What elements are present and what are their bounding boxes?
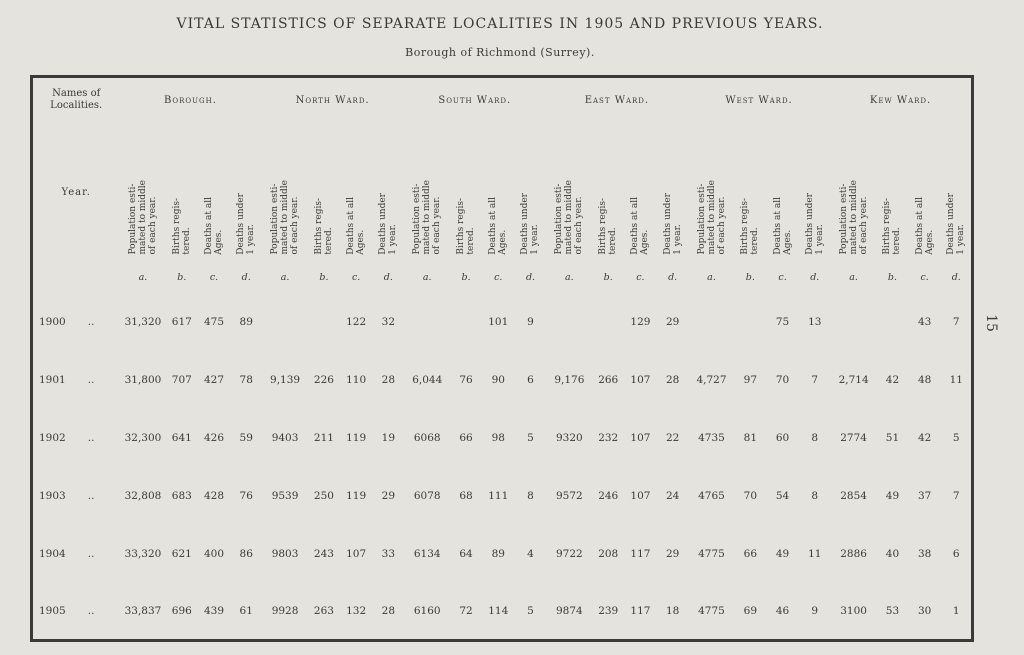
- group-header-2: South Ward.: [438, 94, 512, 106]
- table-cell: 90: [491, 373, 505, 386]
- column-header: [515, 123, 546, 263]
- table-cell: 9572: [555, 489, 583, 502]
- column-header-text: Births regis- tered.: [598, 197, 619, 255]
- table-cell: 266: [598, 373, 619, 386]
- table-cell: 66: [459, 431, 473, 444]
- table-cell: 400: [203, 547, 225, 560]
- column-header-text: Births regis- tered.: [313, 197, 334, 255]
- group-header-3: East Ward.: [584, 94, 650, 106]
- column-header-text: Deaths at all Ages.: [204, 196, 224, 255]
- table-cell: 475: [203, 315, 225, 328]
- table-cell: 4765: [698, 489, 725, 502]
- table-cell: 78: [239, 373, 253, 386]
- table-cell: 89: [239, 315, 253, 328]
- table-cell: 29: [665, 315, 680, 328]
- table-cell: 6: [952, 547, 960, 560]
- table-cell: 40: [885, 547, 900, 560]
- column-letter: c.: [351, 272, 361, 283]
- table-cell: 4735: [698, 431, 725, 444]
- table-cell: 6068: [413, 431, 441, 444]
- table-cell: 97: [743, 373, 758, 386]
- column-header: [830, 123, 877, 263]
- column-header: [657, 123, 688, 263]
- column-letter: d.: [241, 272, 251, 283]
- year-cell: [32, 351, 120, 409]
- table-row: [32, 467, 973, 525]
- table-cell: 8: [811, 489, 819, 502]
- table-cell: 617: [171, 315, 192, 328]
- column-header-text: Population esti- mated to middle of each year.: [696, 179, 727, 255]
- column-header-text: Population esti- mated to middle of each year.: [270, 179, 301, 255]
- vital-statistics-table: [30, 75, 974, 642]
- table-cell: 5: [527, 431, 534, 444]
- group-header-5: Kew Ward.: [869, 94, 932, 106]
- table-cell: 38: [917, 547, 932, 560]
- table-cell: 6: [527, 373, 534, 386]
- page-title: VITAL STATISTICS OF SEPARATE LOCALITIES IN 1905 AND PREVIOUS YEARS.: [176, 16, 824, 32]
- column-header: [877, 123, 908, 263]
- column-letter: c.: [636, 272, 645, 283]
- year-value: 1900: [39, 315, 66, 328]
- table-cell: 122: [346, 315, 367, 328]
- table-cell: 7: [952, 315, 960, 328]
- column-letter: d.: [525, 272, 536, 283]
- table-cell: 114: [488, 604, 509, 617]
- table-cell: 70: [743, 489, 758, 502]
- table-cell: 33,320: [124, 547, 162, 560]
- table-cell: [309, 293, 340, 351]
- column-letter: a.: [280, 272, 290, 283]
- column-header: [735, 123, 766, 263]
- column-header-text: Deaths at all Ages.: [772, 196, 793, 255]
- column-header-text: Deaths under 1 year.: [662, 192, 683, 255]
- column-header-text: Births regis- tered.: [740, 197, 761, 255]
- table-cell: 641: [171, 431, 192, 444]
- column-letter: b.: [887, 272, 898, 283]
- group-header-1: North Ward.: [295, 94, 370, 106]
- table-cell: 64: [459, 547, 473, 560]
- table-cell: 9,176: [554, 373, 585, 386]
- table-cell: 32,808: [124, 489, 162, 502]
- table-cell: 1: [952, 604, 960, 617]
- table-cell: 76: [459, 373, 473, 386]
- table-row: [32, 351, 973, 409]
- table-cell: 32,300: [124, 431, 162, 444]
- table-cell: 119: [346, 489, 367, 502]
- table-row: [32, 583, 973, 641]
- corner-localities-label: Names of Localities.: [50, 88, 103, 112]
- table-cell: 117: [630, 547, 651, 560]
- table-cell: 6134: [413, 547, 441, 560]
- column-letter: b.: [745, 272, 755, 283]
- column-header-text: Deaths at all Ages.: [488, 196, 509, 255]
- table-cell: 9722: [555, 547, 583, 560]
- table-cell: [830, 293, 877, 351]
- table-cell: 7: [811, 373, 819, 386]
- column-header-text: Deaths at all Ages.: [346, 196, 367, 255]
- table-cell: 9803: [271, 547, 299, 560]
- year-leader-dots: ..: [87, 489, 95, 502]
- column-header-text: Population esti- mated to middle of each year.: [554, 179, 585, 255]
- table-cell: 51: [885, 431, 900, 444]
- column-letter: d.: [810, 272, 820, 283]
- table-cell: 70: [775, 373, 790, 386]
- column-header-text: Population esti- mated to middle of each year.: [838, 179, 869, 255]
- column-header-text: Births regis- tered.: [456, 197, 477, 255]
- table-cell: 427: [203, 373, 225, 386]
- table-cell: [451, 293, 482, 351]
- table-cell: 111: [488, 489, 509, 502]
- table-cell: 439: [203, 604, 225, 617]
- table-cell: 426: [203, 431, 225, 444]
- column-letter: c.: [494, 272, 503, 283]
- table-cell: 3100: [840, 604, 867, 617]
- table-cell: 8: [811, 431, 819, 444]
- group-header-0: Borough.: [164, 94, 217, 106]
- table-cell: 107: [630, 431, 651, 444]
- table-cell: 129: [630, 315, 651, 328]
- table-row: [32, 293, 973, 351]
- table-cell: 250: [313, 489, 334, 502]
- table-row: [32, 525, 973, 583]
- column-header-text: Births regis- tered.: [171, 197, 192, 255]
- year-leader-dots: ..: [87, 373, 95, 386]
- year-value: 1904: [39, 547, 66, 560]
- table-cell: [262, 293, 309, 351]
- table-cell: 72: [459, 604, 473, 617]
- column-letter: a.: [138, 272, 148, 283]
- year-leader-dots: ..: [87, 431, 95, 444]
- year-value: 1902: [39, 431, 66, 444]
- table-cell: 707: [171, 373, 192, 386]
- column-letter: b.: [177, 272, 187, 283]
- column-header: [231, 123, 262, 263]
- table-cell: 13: [808, 315, 822, 328]
- table-cell: 29: [381, 489, 396, 502]
- letter-row-spacer: [32, 263, 120, 293]
- table-cell: 9874: [555, 604, 583, 617]
- column-header-text: Deaths under 1 year.: [378, 192, 399, 255]
- table-cell: [688, 293, 735, 351]
- table-cell: 4775: [698, 547, 725, 560]
- table-cell: 2854: [840, 489, 867, 502]
- table-cell: 119: [346, 431, 367, 444]
- table-cell: 9320: [555, 431, 583, 444]
- column-letter: d.: [383, 272, 393, 283]
- table-cell: 117: [630, 604, 651, 617]
- column-header-text: Deaths at all Ages.: [630, 196, 651, 255]
- table-cell: 239: [598, 604, 619, 617]
- column-header: [262, 123, 309, 263]
- table-cell: 9: [527, 315, 534, 328]
- column-header: [119, 123, 166, 263]
- year-leader-dots: ..: [87, 604, 95, 617]
- table-cell: 9539: [271, 489, 299, 502]
- column-header: [373, 123, 404, 263]
- table-cell: 54: [775, 489, 790, 502]
- column-header: [688, 123, 735, 263]
- table-cell: 81: [743, 431, 758, 444]
- year-value: 1903: [39, 489, 66, 502]
- column-letter: b.: [603, 272, 613, 283]
- table-cell: 132: [346, 604, 367, 617]
- column-letter: b.: [319, 272, 329, 283]
- table-cell: 33: [381, 547, 396, 560]
- table-cell: 29: [665, 547, 680, 560]
- table-cell: 11: [949, 373, 963, 386]
- table-cell: 246: [598, 489, 619, 502]
- table-cell: 24: [665, 489, 680, 502]
- column-header-text: Births regis- tered.: [882, 197, 903, 255]
- column-header-text: Deaths under 1 year.: [520, 192, 541, 255]
- column-header: [624, 123, 658, 263]
- table-cell: 208: [598, 547, 619, 560]
- column-letter: a.: [707, 272, 716, 283]
- table-cell: 33,837: [124, 604, 162, 617]
- column-header: [197, 123, 231, 263]
- table-cell: 22: [665, 431, 680, 444]
- column-header-text: Population esti- mated to middle of each year.: [412, 179, 443, 255]
- column-letter: b.: [461, 272, 471, 283]
- corner-year-label: Year.: [61, 187, 91, 198]
- table-cell: [593, 293, 624, 351]
- table-cell: 9,139: [270, 373, 301, 386]
- table-cell: 76: [239, 489, 253, 502]
- table-cell: 28: [381, 373, 396, 386]
- year-value: 1905: [39, 604, 66, 617]
- page-number: 15: [982, 314, 999, 332]
- table-cell: 428: [203, 489, 225, 502]
- table-cell: 98: [491, 431, 505, 444]
- table-cell: 59: [239, 431, 253, 444]
- table-cell: 42: [885, 373, 900, 386]
- table-cell: 5: [952, 431, 960, 444]
- year-cell: [32, 293, 120, 351]
- table-cell: 19: [381, 431, 396, 444]
- table-cell: [735, 293, 766, 351]
- column-letter: c.: [209, 272, 219, 283]
- table-cell: 107: [630, 489, 651, 502]
- table-cell: 6,044: [412, 373, 443, 386]
- column-header: [166, 123, 197, 263]
- column-header: [481, 123, 515, 263]
- table-cell: 49: [775, 547, 790, 560]
- table-cell: 263: [313, 604, 334, 617]
- table-cell: 101: [488, 315, 509, 328]
- table-cell: 4,727: [696, 373, 727, 386]
- table-cell: 68: [459, 489, 473, 502]
- column-header-text: Deaths under 1 year.: [236, 192, 257, 255]
- column-letter: a.: [849, 272, 858, 283]
- table-cell: 11: [808, 547, 822, 560]
- table-cell: 6160: [413, 604, 441, 617]
- table-cell: 61: [239, 604, 253, 617]
- column-header: [766, 123, 800, 263]
- table-cell: 2774: [840, 431, 867, 444]
- table-cell: 696: [171, 604, 192, 617]
- table-cell: 18: [665, 604, 680, 617]
- column-header: [908, 123, 942, 263]
- table-cell: [877, 293, 908, 351]
- table-cell: 232: [598, 431, 619, 444]
- table-row: [32, 409, 973, 467]
- year-cell: [32, 583, 120, 641]
- table-cell: 86: [239, 547, 253, 560]
- table-cell: 43: [917, 315, 932, 328]
- column-header: [942, 123, 973, 263]
- year-cell: [32, 525, 120, 583]
- table-cell: 683: [171, 489, 192, 502]
- table-cell: 9: [811, 604, 819, 617]
- table-cell: 37: [917, 489, 932, 502]
- column-header: [404, 123, 451, 263]
- column-header-text: Deaths under 1 year.: [804, 192, 825, 255]
- table-cell: 31,800: [124, 373, 162, 386]
- table-cell: 9403: [271, 431, 299, 444]
- table-cell: 28: [381, 604, 396, 617]
- column-letter: a.: [565, 272, 574, 283]
- table-cell: 226: [313, 373, 334, 386]
- column-header-text: Population esti- mated to middle of each year.: [127, 179, 158, 255]
- column-header: [546, 123, 593, 263]
- year-value: 1901: [39, 373, 66, 386]
- column-letter: c.: [920, 272, 929, 283]
- table-cell: 5: [527, 604, 534, 617]
- column-header: [339, 123, 373, 263]
- table-cell: 42: [917, 431, 932, 444]
- year-leader-dots: ..: [87, 315, 95, 328]
- column-letter: a.: [422, 272, 432, 283]
- table-cell: 9928: [271, 604, 299, 617]
- year-cell: [32, 409, 120, 467]
- table-cell: 243: [313, 547, 334, 560]
- page-subtitle: Borough of Richmond (Surrey).: [405, 46, 595, 59]
- column-header-text: Deaths under 1 year.: [946, 192, 967, 255]
- table-cell: 48: [917, 373, 932, 386]
- table-cell: 6078: [413, 489, 441, 502]
- column-header: [309, 123, 340, 263]
- table-cell: 53: [885, 604, 900, 617]
- table-cell: 66: [743, 547, 758, 560]
- table-cell: 32: [381, 315, 396, 328]
- table-cell: 8: [527, 489, 534, 502]
- table-cell: [546, 293, 593, 351]
- year-leader-dots: ..: [87, 547, 95, 560]
- table-cell: 7: [952, 489, 960, 502]
- column-letter: d.: [668, 272, 678, 283]
- column-letter: c.: [778, 272, 787, 283]
- table-cell: 2886: [840, 547, 867, 560]
- table-cell: 28: [665, 373, 680, 386]
- table-cell: 110: [346, 373, 367, 386]
- year-cell: [32, 467, 120, 525]
- table-cell: 4: [527, 547, 534, 560]
- table-cell: [404, 293, 451, 351]
- table-cell: 75: [775, 315, 790, 328]
- table-cell: 46: [775, 604, 790, 617]
- column-letter: d.: [951, 272, 961, 283]
- table-cell: 69: [743, 604, 758, 617]
- table-cell: 49: [885, 489, 900, 502]
- group-header-4: West Ward.: [725, 94, 793, 106]
- table-cell: 4775: [698, 604, 725, 617]
- table-cell: 89: [491, 547, 505, 560]
- table-cell: 31,320: [124, 315, 162, 328]
- table-cell: 2,714: [838, 373, 869, 386]
- column-header: [451, 123, 482, 263]
- column-header: [799, 123, 830, 263]
- table-cell: 107: [630, 373, 651, 386]
- column-header: [593, 123, 624, 263]
- table-cell: 60: [775, 431, 790, 444]
- table-cell: 621: [171, 547, 192, 560]
- table-cell: 30: [917, 604, 932, 617]
- column-header-text: Deaths at all Ages.: [914, 196, 935, 255]
- table-cell: 107: [346, 547, 367, 560]
- table-cell: 211: [313, 431, 334, 444]
